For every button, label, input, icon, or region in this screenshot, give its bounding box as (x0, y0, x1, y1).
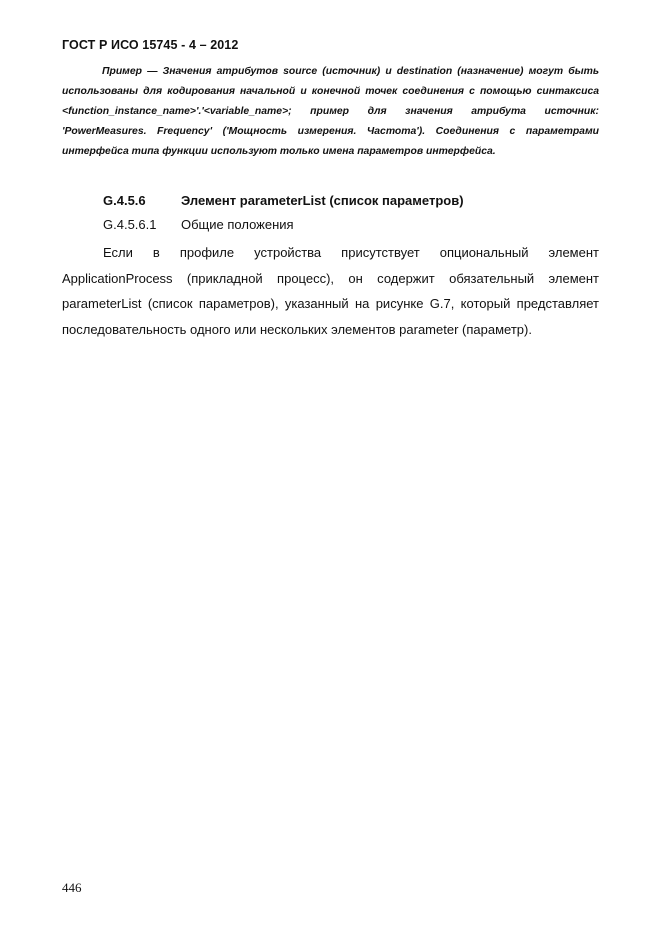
standard-code: ГОСТ Р ИСО 15745 - 4 – 2012 (62, 38, 239, 52)
subsection-title: Общие положения (181, 217, 294, 232)
subsection-heading (103, 217, 294, 232)
body-paragraph: Если в профиле устройства присутствует опциональный элемент ApplicationProcess (прикладной процесс), он содержит обязательный элемент parameterList (список параметров), указанный на рисунке G.7, который представляет последовательность одного или нескольких элементов parameter (параметр). (62, 245, 599, 337)
section-heading (103, 193, 464, 208)
page-number: 446 (62, 880, 82, 895)
document-header (62, 38, 238, 52)
section-number: G.4.5.6 (103, 193, 146, 208)
example-note: Пример — Значения атрибутов source (источник) и destination (назначение) могут быть использованы для кодирования начальной и конечной точек соединения с помощью синтаксиса <function_instance_name>'.'<variable_name>; пример для значения атрибута источник: 'PowerMeasures. Frequency' ('Мощность измерения. Частота'). Соединения с параметрами интерфейса типа функции используют только имена параметров интерфейса. (62, 66, 599, 157)
section-title: Элемент parameterList (список параметров) (181, 193, 464, 208)
subsection-number: G.4.5.6.1 (103, 217, 157, 232)
